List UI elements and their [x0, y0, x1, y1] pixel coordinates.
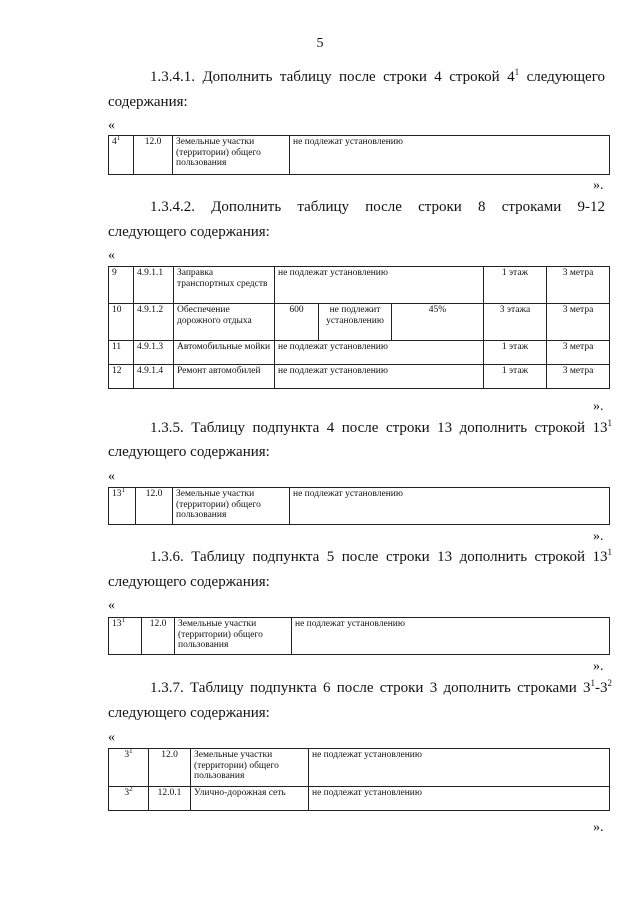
row-code: 12.0 — [136, 488, 173, 525]
section-135-heading-cont: следующего содержания: — [108, 444, 270, 460]
table-row — [109, 749, 610, 787]
row-floors: 1 этаж — [484, 267, 547, 304]
row-name: Земельные участки (территории) общего пользования — [175, 618, 292, 655]
row-height: 3 метра — [547, 341, 610, 365]
table-row — [109, 136, 610, 175]
section-1342-heading: 1.3.4.2. Дополнить таблицу после строки 8 строками 9-12 — [150, 199, 605, 215]
row-name: Земельные участки (территории) общего пользования — [191, 749, 309, 787]
row-name: Заправка транспортных средств — [174, 267, 275, 304]
row-area: 600 — [275, 304, 319, 341]
open-quote: « — [108, 469, 115, 484]
row-number: $13^1$ — [109, 618, 142, 655]
table-1342 — [108, 266, 610, 389]
row-value: не подлежат установлению — [309, 749, 610, 787]
row-number: 9 — [109, 267, 134, 304]
section-135-heading: 1.3.5. Таблицу подпункта 4 после строки 13 дополнить строкой $13^1$ — [150, 418, 612, 436]
table-row — [109, 304, 610, 341]
row-value: не подлежат установлению — [309, 787, 610, 811]
page-number: 5 — [316, 36, 324, 51]
table-135 — [108, 487, 610, 525]
row-floors: 1 этаж — [484, 341, 547, 365]
row-value: не подлежат установлению — [275, 365, 484, 389]
table-1341 — [108, 135, 610, 175]
row-name: Автомобильные мойки — [174, 341, 275, 365]
row-number: $3^1$ — [109, 749, 149, 787]
row-code: 4.9.1.4 — [134, 365, 174, 389]
row-value: не подлежат установлению — [290, 136, 610, 175]
close-quote: ». — [593, 820, 604, 835]
row-code: 4.9.1.2 — [134, 304, 174, 341]
row-height: 3 метра — [547, 267, 610, 304]
row-number: $3^2$ — [109, 787, 149, 811]
table-row — [109, 787, 610, 811]
row-code: 12.0 — [149, 749, 191, 787]
open-quote: « — [108, 598, 115, 613]
row-code: 12.0 — [134, 136, 173, 175]
row-name: Земельные участки (территории) общего пользования — [173, 136, 290, 175]
row-name: Улично-дорожная сеть — [191, 787, 309, 811]
section-1341-heading-cont: содержания: — [108, 94, 188, 110]
section-136-heading: 1.3.6. Таблицу подпункта 5 после строки 13 дополнить строкой $13^1$ — [150, 547, 612, 565]
close-quote: ». — [593, 178, 604, 193]
table-137 — [108, 748, 610, 811]
row-number: 12 — [109, 365, 134, 389]
row-value: не подлежит установлению — [319, 304, 392, 341]
row-name: Земельные участки (территории) общего пользования — [173, 488, 290, 525]
row-floors: 1 этаж — [484, 365, 547, 389]
section-1342-heading-cont: следующего содержания: — [108, 224, 270, 240]
row-height: 3 метра — [547, 304, 610, 341]
close-quote: ». — [593, 529, 604, 544]
row-name: Обеспечение дорожного отдыха — [174, 304, 275, 341]
row-code: 12.0 — [142, 618, 175, 655]
open-quote: « — [108, 248, 115, 263]
table-136 — [108, 617, 610, 655]
row-number: 11 — [109, 341, 134, 365]
row-value: не подлежат установлению — [275, 341, 484, 365]
open-quote: « — [108, 118, 115, 133]
row-number: 10 — [109, 304, 134, 341]
row-code: 12.0.1 — [149, 787, 191, 811]
row-percent: 45% — [392, 304, 484, 341]
section-137-heading-cont: следующего содержания: — [108, 705, 270, 721]
row-value: не подлежат установлению — [275, 267, 484, 304]
row-value: не подлежат установлению — [292, 618, 610, 655]
row-height: 3 метра — [547, 365, 610, 389]
table-row — [109, 618, 610, 655]
close-quote: ». — [593, 399, 604, 414]
table-row — [109, 488, 610, 525]
table-row — [109, 267, 610, 304]
section-136-heading-cont: следующего содержания: — [108, 574, 270, 590]
row-floors: 3 этажа — [484, 304, 547, 341]
table-row — [109, 341, 610, 365]
row-name: Ремонт автомобилей — [174, 365, 275, 389]
section-1341-heading: 1.3.4.1. Дополнить таблицу после строки 4 строкой $4^1$ следующего — [150, 67, 605, 85]
open-quote: « — [108, 730, 115, 745]
row-value: не подлежат установлению — [290, 488, 610, 525]
row-code: 4.9.1.1 — [134, 267, 174, 304]
section-137-heading: 1.3.7. Таблицу подпункта 6 после строки 3 дополнить строками $3^1-3^2$ — [150, 678, 612, 696]
row-code: 4.9.1.3 — [134, 341, 174, 365]
row-number: $4^1$ — [109, 136, 134, 175]
table-row — [109, 365, 610, 389]
close-quote: ». — [593, 659, 604, 674]
row-number: $13^1$ — [109, 488, 136, 525]
